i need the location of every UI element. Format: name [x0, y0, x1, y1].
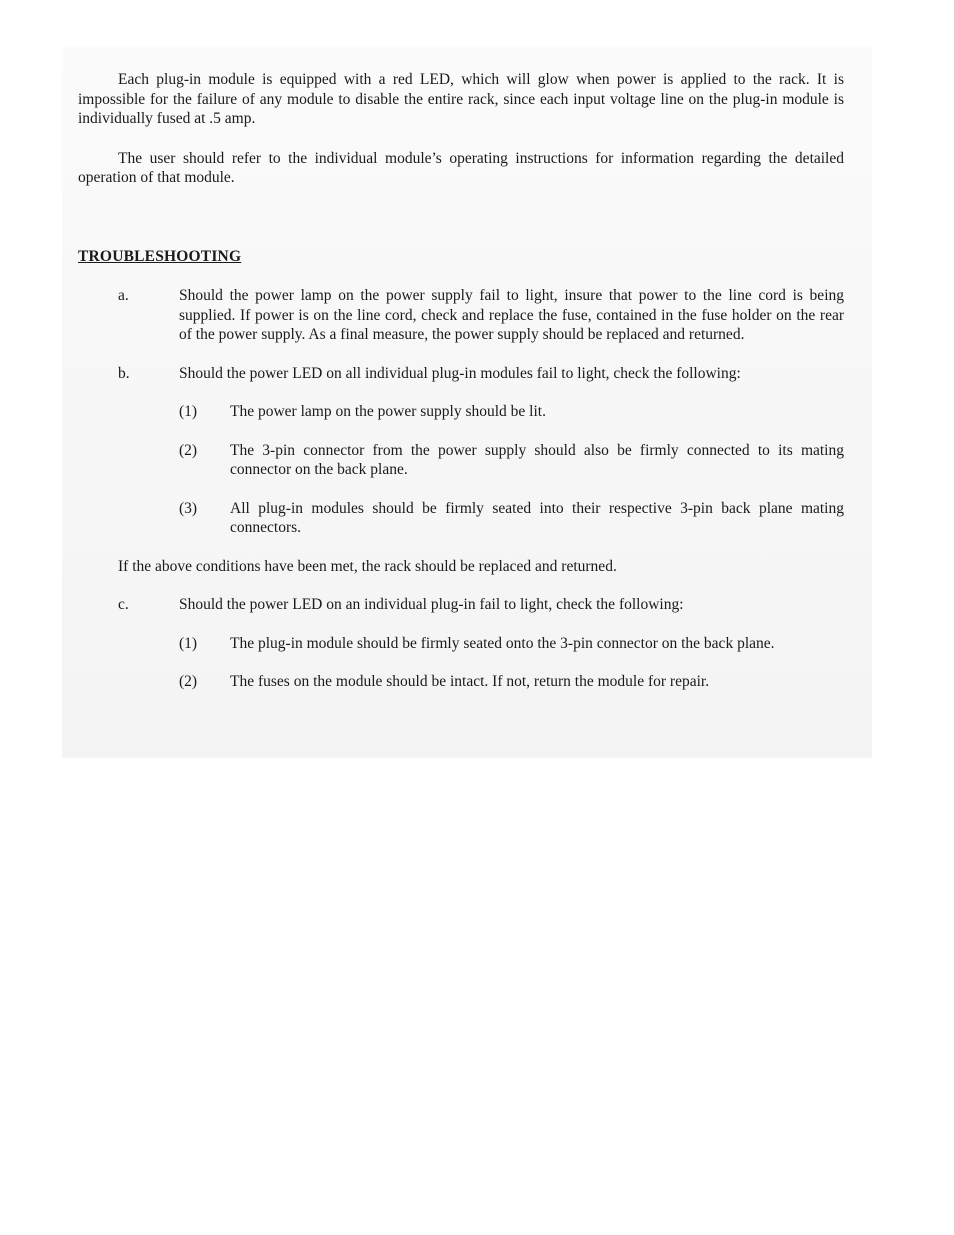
item-text: Should the power lamp on the power supply fail to light, insure that power to the line cord is being supplied. If power is on the line cord, check and replace the fuse, contained in the fuse holder on the rear of the power supply. As a final measure, the power supply should be replaced and returned. [179, 287, 844, 343]
troubleshooting-item-c [78, 595, 844, 615]
troubleshooting-item-a [78, 286, 844, 345]
subitem-text: The power lamp on the power supply should be lit. [230, 403, 546, 420]
conditions-note: If the above conditions have been met, the rack should be replaced and returned. [118, 557, 617, 575]
item-marker: b. [118, 364, 130, 382]
subitem-marker: (3) [179, 499, 198, 517]
item-text: Should the power LED on all individual plug-in modules fail to light, check the following: [179, 364, 741, 382]
item-marker: c. [118, 596, 129, 613]
subitem-marker: (1) [179, 403, 198, 420]
item-c-subitem-2 [179, 672, 844, 692]
troubleshooting-item-b [78, 364, 844, 384]
section-heading-troubleshooting: TROUBLESHOOTING [78, 247, 242, 265]
subitem-text: The fuses on the module should be intact. If not, return the module for repair. [230, 673, 710, 690]
subitem-marker: (1) [179, 634, 198, 652]
document-body [78, 70, 844, 711]
subitem-marker: (2) [179, 673, 198, 690]
subitem-marker: (2) [179, 441, 198, 459]
item-b-subitem-2 [179, 441, 844, 480]
intro-paragraph-operating-instructions: The user should refer to the individual module’s operating instructions for information regarding the detailed operation of that module. [78, 149, 844, 186]
subitem-text: The plug-in module should be firmly seated onto the 3-pin connector on the back plane. [230, 634, 775, 652]
item-b-subitem-3 [179, 499, 844, 538]
item-marker: a. [118, 287, 129, 304]
intro-paragraph-led: Each plug-in module is equipped with a red LED, which will glow when power is applied to the rack. It is impossible for the failure of any module to disable the entire rack, since each input voltage line on the plug-in module is individually fused at .5 amp. [78, 71, 844, 127]
item-text: Should the power LED on an individual plug-in fail to light, check the following: [179, 596, 684, 613]
subitem-text: The 3-pin connector from the power supply should also be firmly connected to its mating connector on the back plane. [230, 441, 844, 478]
item-b-subitem-1 [179, 402, 844, 422]
subitem-text: All plug-in modules should be firmly seated into their respective 3-pin back plane mating connectors. [230, 499, 844, 536]
item-c-subitem-1 [179, 634, 844, 654]
